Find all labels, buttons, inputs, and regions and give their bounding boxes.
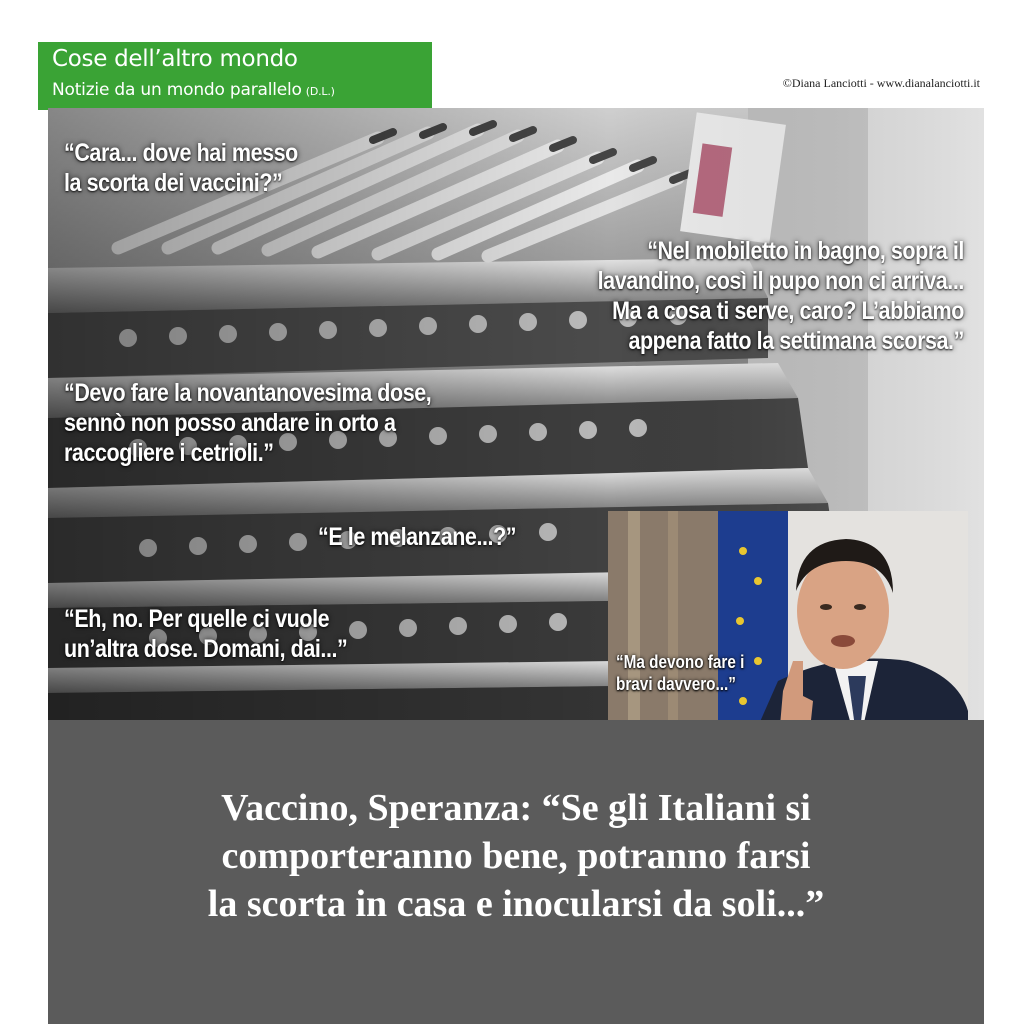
inset-quote-line: “Ma devono fare i — [616, 652, 745, 672]
quote-4 — [318, 522, 516, 552]
quote-5 — [64, 604, 347, 664]
quote-1-line: “Cara... dove hai messo — [64, 139, 298, 167]
speaker-illustration — [608, 511, 968, 749]
inset-quote-line: bravi davvero...” — [616, 674, 736, 694]
header-subtitle — [52, 80, 335, 100]
quote-4-line: “E le melanzane...?” — [318, 523, 517, 551]
quote-3-line: sennò non posso andare in orto a — [64, 409, 396, 437]
copyright-credit: ©Diana Lanciotti - www.dianalanciotti.it — [782, 76, 980, 90]
quote-5-line: un’altra dose. Domani, dai...” — [64, 635, 348, 663]
quote-5-line: “Eh, no. Per quelle ci vuole — [64, 605, 330, 633]
header-title: Cose dell’altro mondo — [52, 46, 298, 72]
inset-quote — [616, 651, 744, 695]
quote-2-line: appena fatto la settimana scorsa.” — [628, 327, 964, 355]
quote-1 — [64, 138, 298, 198]
headline-line: comporteranno bene, potranno farsi — [221, 835, 811, 877]
headline — [48, 784, 984, 928]
quote-2-line: lavandino, così il pupo non ci arriva... — [597, 267, 964, 295]
quote-2 — [598, 236, 964, 356]
headline-line: Vaccino, Speranza: “Se gli Italiani si — [221, 787, 811, 829]
speaker-inset-photo — [608, 511, 968, 749]
headline-band — [48, 720, 984, 1024]
header-initials: (D.L.) — [305, 85, 335, 98]
header-label — [38, 42, 432, 110]
quote-3 — [64, 378, 431, 468]
quote-2-line: Ma a cosa ti serve, caro? L’abbiamo — [612, 297, 964, 325]
quote-1-line: la scorta dei vaccini?” — [64, 169, 283, 197]
header-subtitle-text: Notizie da un mondo parallelo — [52, 80, 302, 100]
quote-2-line: “Nel mobiletto in bagno, sopra il — [647, 237, 964, 265]
quote-3-line: raccogliere i cetrioli.” — [64, 439, 274, 467]
headline-line: la scorta in casa e inocularsi da soli...” — [207, 883, 825, 925]
quote-3-line: “Devo fare la novantanovesima dose, — [64, 379, 432, 407]
